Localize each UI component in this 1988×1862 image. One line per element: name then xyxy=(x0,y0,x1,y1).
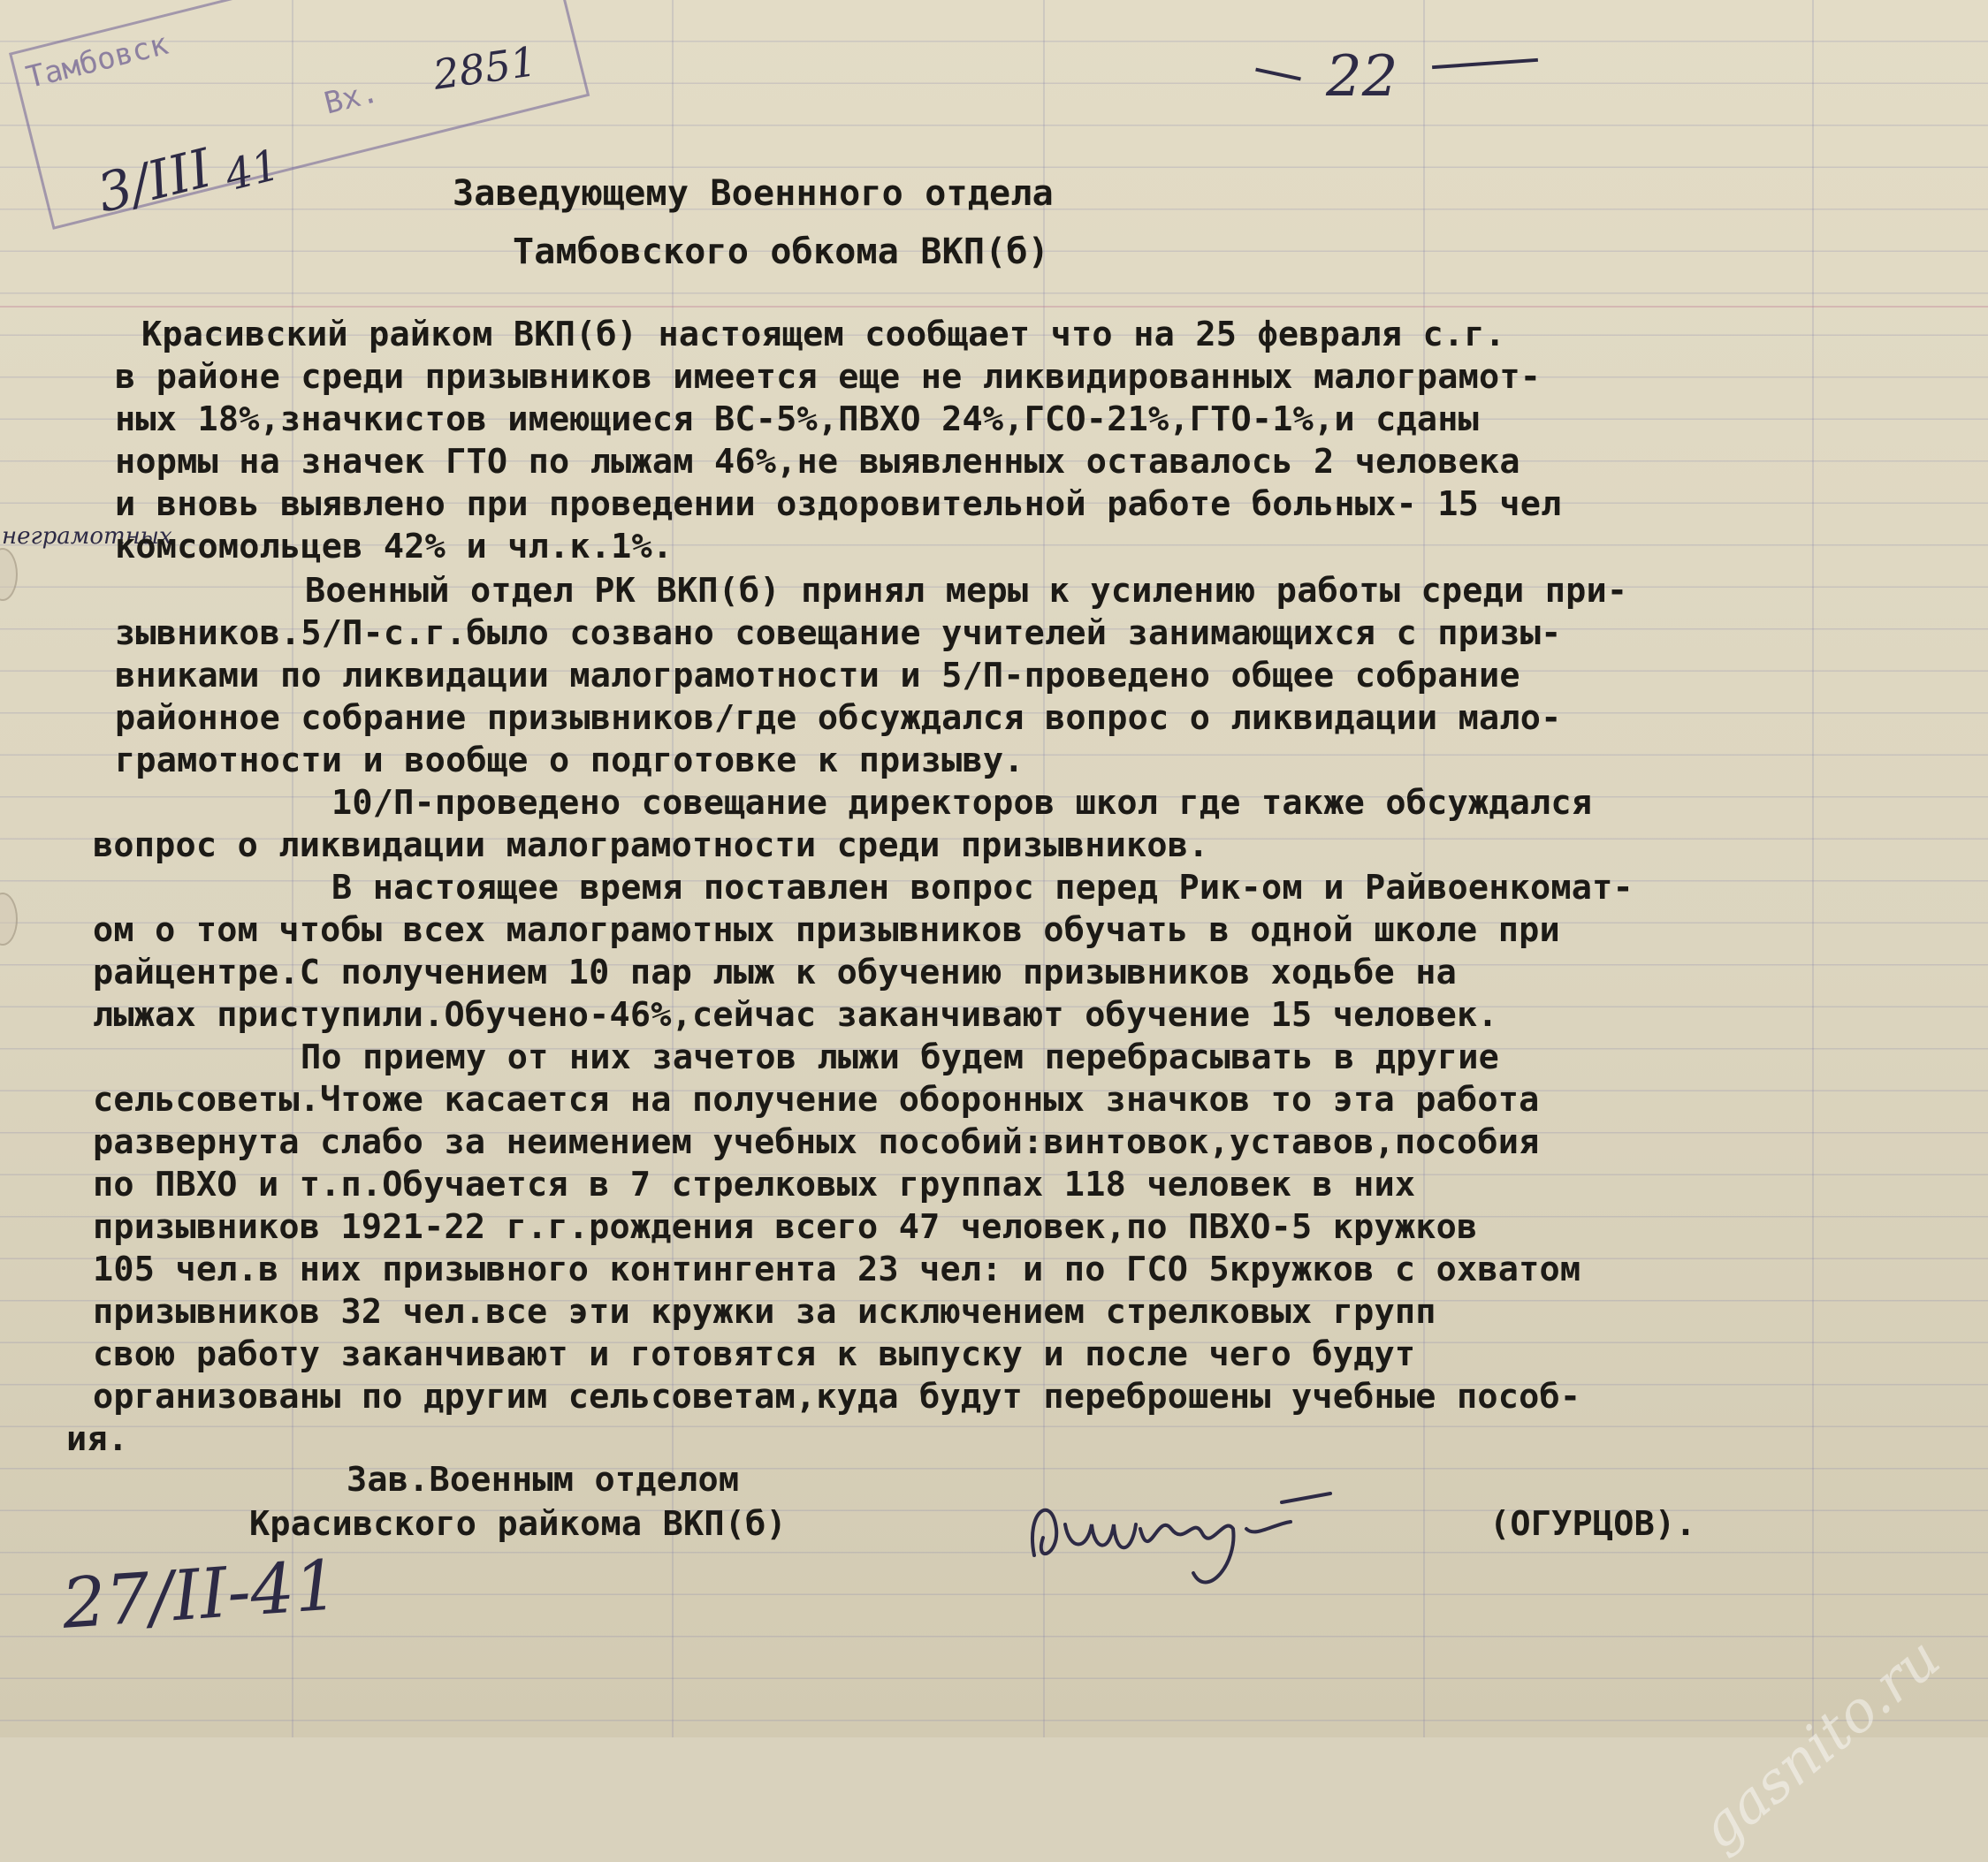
heading-line-1: Заведующему Военнного отдела xyxy=(453,173,1054,214)
stamp-label: Вх. xyxy=(320,73,383,122)
body-line: сельсоветы.Чтоже касается на получение оборонных значков то эта работа xyxy=(93,1080,1540,1120)
body-line: и вновь выявлено при проведении оздоровительной работе больных- 15 чел xyxy=(115,484,1562,524)
body-line: Красивский райком ВКП(б) настоящем сообщает что на 25 февраля с.г. xyxy=(141,315,1506,354)
stamp-date: 3/III xyxy=(91,137,218,225)
body-line: призывников 1921-22 г.г.рождения всего 47 человек,по ПВХО-5 кружков xyxy=(93,1207,1478,1247)
body-line: вопрос о ликвидации малограмотности среди призывников. xyxy=(93,825,1209,865)
page-number-dash xyxy=(1432,58,1538,69)
heading-line-2: Тамбовского обкома ВКП(б) xyxy=(513,232,1050,272)
stamp-year: 41 xyxy=(220,140,285,201)
body-line: призывников 32 чел.все эти кружки за исключением стрелковых групп xyxy=(93,1292,1436,1332)
ruled-column-line xyxy=(1812,0,1814,1737)
body-line: Военный отдел РК ВКП(б) принял меры к усилению работы среди при- xyxy=(305,571,1628,611)
body-line: райцентре.С получением 10 пар лыж к обучению призывников ходьбе на xyxy=(93,953,1458,992)
body-line: зывников.5/П-с.г.было созвано совещание учителей занимающихся с призы- xyxy=(115,613,1562,653)
body-line: свою работу заканчивают и готовятся к выпуску и после чего будут xyxy=(93,1334,1416,1374)
body-line: 105 чел.в них призывного контингента 23 чел: и по ГСО 5кружков с охватом xyxy=(93,1250,1581,1289)
body-line: ия. xyxy=(66,1419,129,1459)
body-line: лыжах приступили.Обучено-46%,сейчас заканчивают обучение 15 человек. xyxy=(93,995,1498,1035)
header-margin-line xyxy=(0,306,1988,308)
body-line: ных 18%,значкистов имеющиеся ВС-5%,ПВХО 24%,ГСО-21%,ГТО-1%,и сданы xyxy=(115,399,1480,439)
body-line: развернута слабо за неимением учебных пособий:винтовок,уставов,пособия xyxy=(93,1122,1540,1162)
body-line: организованы по другим сельсоветам,куда будут переброшены учебные пособ- xyxy=(93,1377,1581,1417)
signature-name: (ОГУРЦОВ). xyxy=(1489,1504,1696,1544)
body-line: По приему от них зачетов лыжи будем перебрасывать в другие xyxy=(301,1037,1499,1077)
body-line: ом о том чтобы всех малограмотных призывников обучать в одной школе при xyxy=(93,910,1560,950)
body-line: комсомольцев 42% и чл.к.1%. xyxy=(115,527,674,566)
page-number: 22 xyxy=(1326,44,1398,110)
body-line: вниками по ликвидации малограмотности и 5/П-проведено общее собрание xyxy=(115,656,1520,695)
stamp-office: Тамбовск xyxy=(22,26,172,96)
body-line: в районе среди призывников имеется еще не ликвидированных малограмот- xyxy=(115,357,1542,397)
ruled-column-line xyxy=(292,0,293,1737)
binder-hole xyxy=(0,893,18,946)
body-line: районное собрание призывников/где обсуждался вопрос о ликвидации мало- xyxy=(115,698,1562,738)
body-line: нормы на значек ГТО по лыжам 46%,не выявленных оставалось 2 человека xyxy=(115,442,1520,482)
page-number-dash xyxy=(1255,68,1301,81)
handwritten-date: 27/II-41 xyxy=(59,1546,341,1645)
body-line: грамотности и вообще о подготовке к призыву. xyxy=(115,741,1024,780)
body-line: 10/П-проведено совещание директоров школ где также обсуждался xyxy=(331,783,1593,823)
body-line: по ПВХО и т.п.Обучается в 7 стрелковых группах 118 человек в них xyxy=(93,1165,1416,1205)
handwritten-signature xyxy=(1017,1476,1388,1608)
margin-note: неграмотных xyxy=(2,523,172,550)
stamp-number: 2851 xyxy=(430,37,540,99)
binder-hole xyxy=(0,548,18,601)
site-watermark: gasnito.ru xyxy=(1687,1625,1953,1862)
signature-title-1: Зав.Военным отделом xyxy=(347,1460,740,1500)
signature-title-2: Красивского райкома ВКП(б) xyxy=(249,1504,787,1544)
body-line: В настоящее время поставлен вопрос перед Рик-ом и Райвоенкомат- xyxy=(331,868,1634,908)
